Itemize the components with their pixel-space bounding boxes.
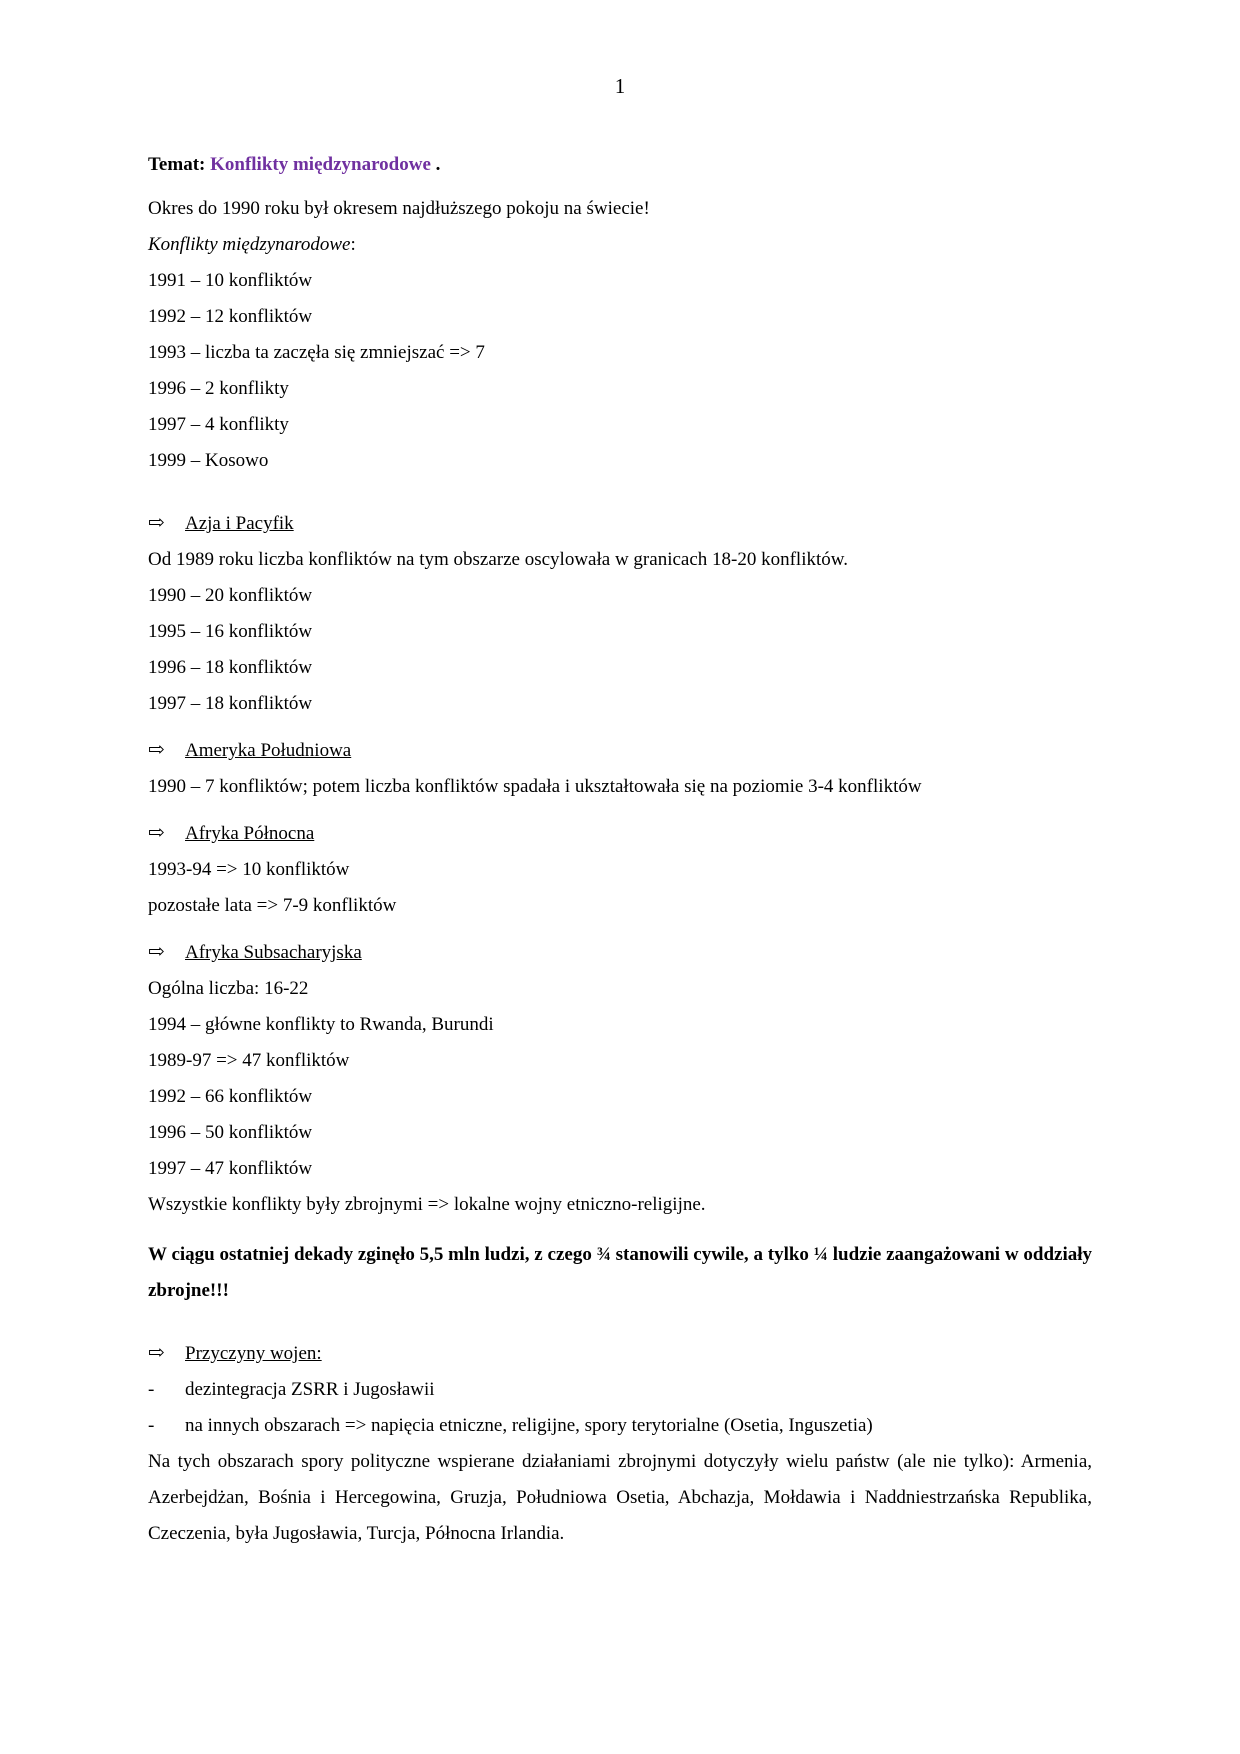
list-item: 1997 – 18 konfliktów (148, 693, 313, 714)
list-item: 1992 – 12 konfliktów (148, 306, 313, 327)
list-item: 1997 – 47 konfliktów (148, 1158, 313, 1179)
title-prefix: Temat: (148, 154, 211, 175)
bullet-dash: - (148, 1379, 155, 1400)
bullet-dash: - (148, 1415, 155, 1436)
list-item: 1993 – liczba ta zaczęła się zmniejszać => 7 (148, 342, 485, 363)
list-item: pozostałe lata => 7-9 konfliktów (148, 895, 397, 916)
document-body (148, 147, 1092, 1552)
section-heading-north-africa (148, 815, 1092, 852)
list-item: Ogólna liczba: 16-22 (148, 978, 309, 999)
arrow-right-icon: ⇨ (148, 1342, 165, 1364)
list-item: 1996 – 50 konfliktów (148, 1122, 313, 1143)
document-title (148, 147, 1092, 183)
arrow-right-icon: ⇨ (148, 822, 165, 844)
intro-label: Konflikty międzynarodowe (148, 234, 351, 255)
list-item: 1989-97 => 47 konfliktów (148, 1050, 350, 1071)
section-heading-asia (148, 505, 1092, 542)
section-title: Afryka Północna (185, 823, 315, 844)
list-item: 1990 – 7 konfliktów; potem liczba konfliktów spadała i ukształtowała się na poziomie 3-4 konfliktów (148, 776, 922, 797)
list-item: 1996 – 18 konfliktów (148, 657, 313, 678)
arrow-right-icon: ⇨ (148, 512, 165, 534)
section-title: Ameryka Południowa (185, 740, 352, 761)
section-title: Afryka Subsacharyjska (185, 942, 362, 963)
list-item: Wszystkie konflikty były zbrojnymi => lokalne wojny etniczno-religijne. (148, 1194, 706, 1215)
arrow-right-icon: ⇨ (148, 941, 165, 963)
causes-paragraph: Na tych obszarach spory polityczne wspierane działaniami zbrojnymi dotyczyły wielu państw (ale nie tylko): Armenia, Azerbejdżan, Bośnia i Hercegowina, Gruzja, Południowa Osetia, Abchazja, Mołdawia i Naddniestrzańska Republika, Czeczenia, była Jugosławia, Turcja, Północna Irlandia. (148, 1451, 1092, 1544)
list-item: 1990 – 20 konfliktów (148, 585, 313, 606)
list-item (148, 1372, 1092, 1408)
intro-label-line (148, 227, 1092, 263)
list-item: 1997 – 4 konflikty (148, 414, 289, 435)
list-item: 1994 – główne konflikty to Rwanda, Burundi (148, 1014, 494, 1035)
intro-label-suffix: : (350, 234, 356, 255)
page-number: 1 (614, 74, 626, 98)
highlight-paragraph: W ciągu ostatniej dekady zginęło 5,5 mln ludzi, z czego ¾ stanowili cywile, a tylko ¼ ludzie zaangażowani w oddziały zbrojne!!! (148, 1244, 1092, 1301)
list-item: 1996 – 2 konflikty (148, 378, 289, 399)
title-topic: Konflikty międzynarodowe (210, 154, 431, 175)
list-item: 1991 – 10 konfliktów (148, 270, 313, 291)
intro-text: Okres do 1990 roku był okresem najdłuższego pokoju na świecie! (148, 198, 650, 219)
bullet-text: na innych obszarach => napięcia etniczne, religijne, spory terytorialne (Osetia, Inguszetia) (185, 1415, 873, 1436)
list-item: 1999 – Kosowo (148, 450, 269, 471)
arrow-right-icon: ⇨ (148, 739, 165, 761)
section-title: Azja i Pacyfik (185, 513, 294, 534)
section-title: Przyczyny wojen: (185, 1343, 322, 1364)
section-heading-south-america (148, 732, 1092, 769)
section-heading-subsaharan (148, 934, 1092, 971)
global-list (148, 263, 1092, 479)
list-item: 1993-94 => 10 konfliktów (148, 859, 350, 880)
section-heading-causes (148, 1335, 1092, 1372)
list-item (148, 1408, 1092, 1444)
bullet-text: dezintegracja ZSRR i Jugosławii (185, 1379, 435, 1400)
title-suffix: . (430, 154, 441, 175)
list-item: 1995 – 16 konfliktów (148, 621, 313, 642)
list-item: 1992 – 66 konfliktów (148, 1086, 313, 1107)
section-note: Od 1989 roku liczba konfliktów na tym obszarze oscylowała w granicach 18-20 konfliktów. (148, 549, 848, 570)
